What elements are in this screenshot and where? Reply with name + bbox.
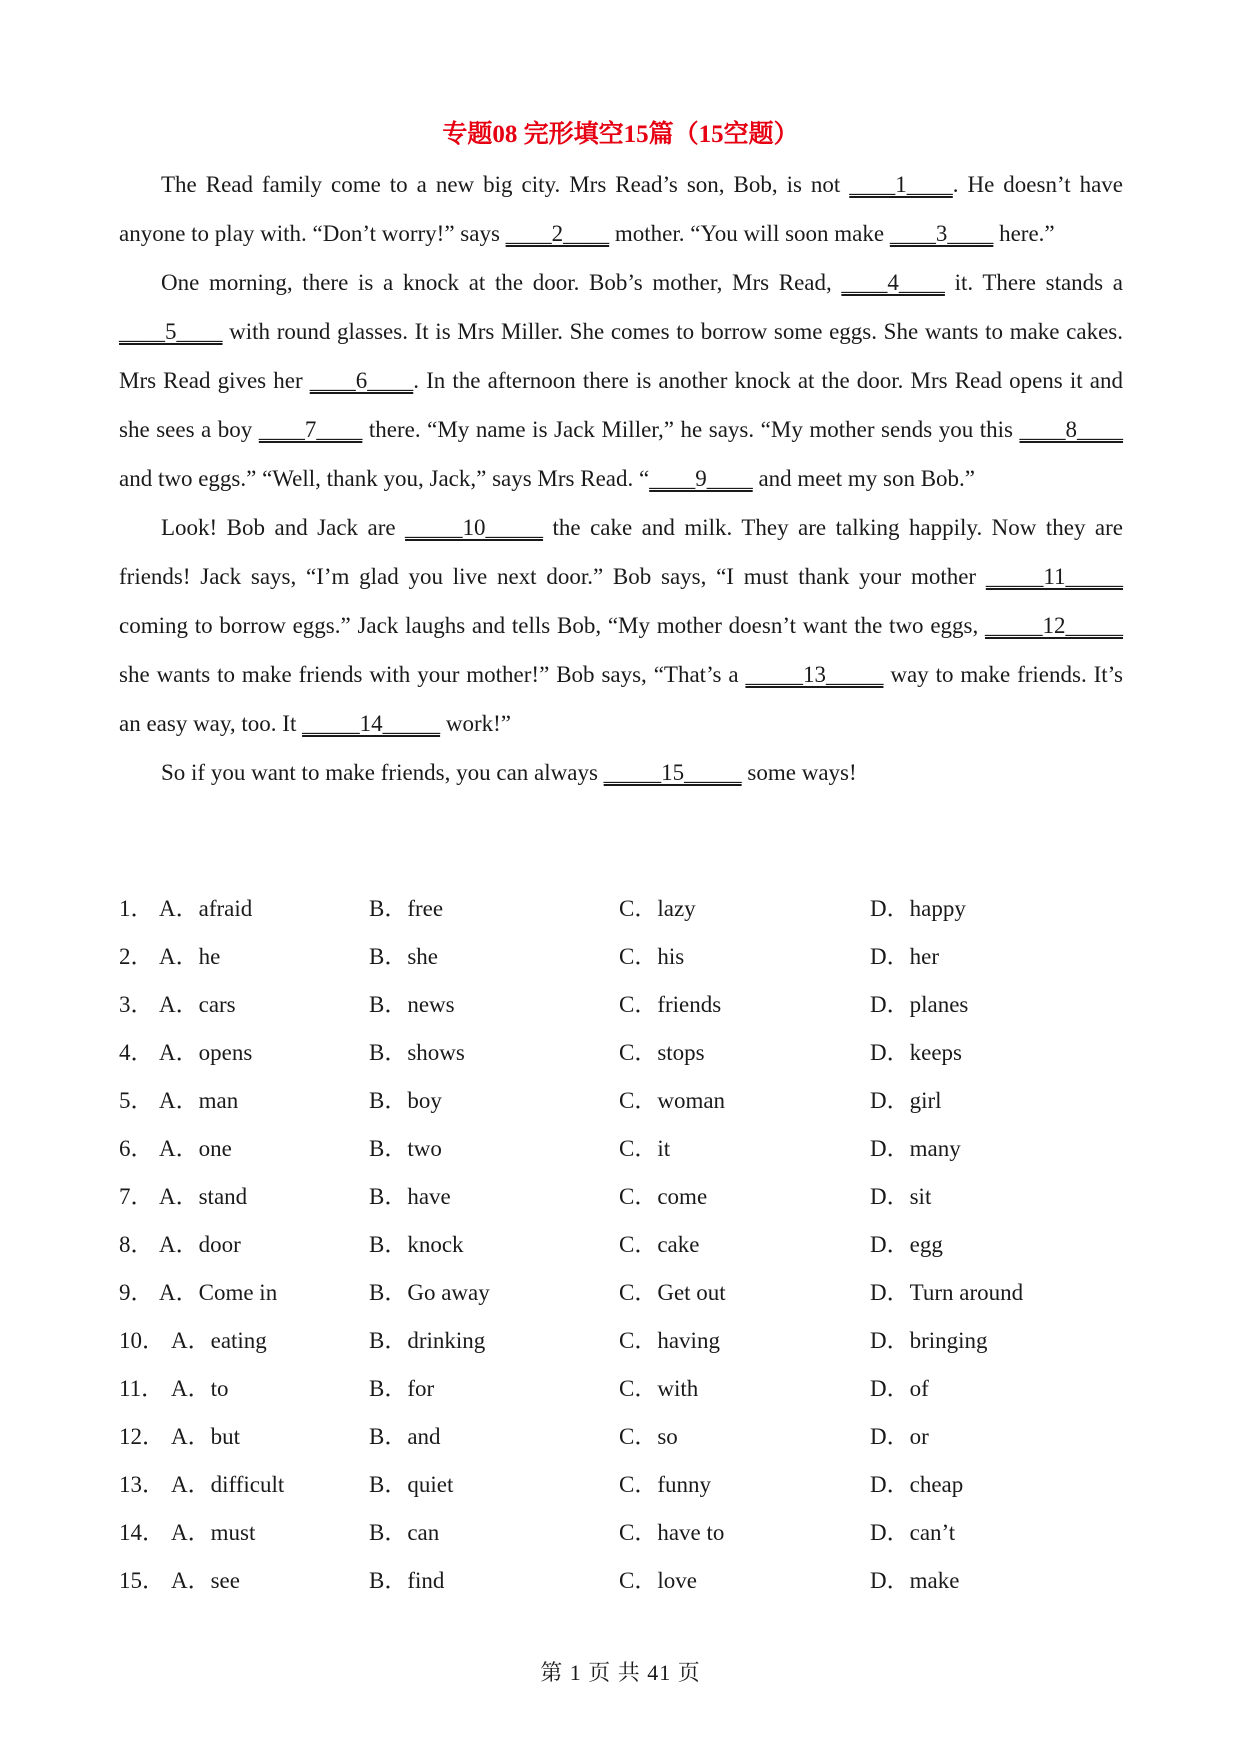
question-row [119,1365,1123,1413]
blank-3: ____3____ [889,221,994,246]
question-row [119,933,1123,981]
option-b: B．find [369,1568,445,1593]
question-row [119,1173,1123,1221]
blank-1: ____1____ [849,172,953,197]
option-d: D．can’t [870,1520,956,1545]
option-a: A．door [159,1232,241,1257]
option-c: C．Get out [619,1280,726,1305]
question-row [119,981,1123,1029]
passage-text: work!” [440,711,511,736]
option-a: A．he [159,944,221,969]
option-c: C．woman [619,1088,726,1113]
passage-text: and two eggs.” “Well, thank you, Jack,” says Mrs Read. “ [119,466,650,491]
option-c: C．his [619,944,685,969]
option-b: B．two [369,1136,442,1161]
question-number: 11． [119,1376,165,1401]
passage-text: here.” [993,221,1055,246]
blank-13: _____13_____ [745,662,884,687]
passage-text: Look! Bob and Jack are [161,515,406,540]
option-d: D．planes [870,992,969,1017]
option-a: A．see [171,1568,240,1593]
question-number: 15． [119,1568,165,1593]
option-d: D．sit [870,1184,932,1209]
option-a: A．opens [159,1040,253,1065]
option-a: A．cars [159,992,236,1017]
option-d: D．cheap [870,1472,964,1497]
blank-4: ____4____ [841,270,945,295]
passage-text: The Read family come to a new big city. Mrs Read’s son, Bob, is not [161,172,850,197]
passage-text: . He doesn’t have anyone to play with. “Don’t worry!” says [119,172,1123,246]
page-title: 专题08 完形填空15篇（15空题） [442,121,799,148]
question-row [119,1125,1123,1173]
question-number: 5． [119,1088,154,1113]
option-a: A．to [171,1376,229,1401]
option-c: C．funny [619,1472,711,1497]
passage-text: some ways! [741,760,857,785]
paragraph-4 [119,748,1123,797]
option-a: A．man [159,1088,239,1113]
blank-10: _____10_____ [405,515,544,540]
option-a: A．stand [159,1184,248,1209]
option-b: B．drinking [369,1328,486,1353]
blank-7: ____7____ [258,417,363,442]
option-d: D．bringing [870,1328,988,1353]
passage-text: the cake and milk. They are talking happily. Now they are friends! Jack says, “I’m glad you live next door.” Bob says, “I must thank your mother [119,515,1123,589]
option-d: D．happy [870,896,966,921]
option-c: C．cake [619,1232,700,1257]
question-number: 3． [119,992,154,1017]
question-number: 7． [119,1184,154,1209]
option-c: C．love [619,1568,697,1593]
option-b: B．Go away [369,1280,490,1305]
passage-text: So if you want to make friends, you can always [161,760,604,785]
page-number-footer: 第 1 页 共 41 页 [540,1660,701,1685]
blank-14: _____14_____ [302,711,441,736]
option-d: D．Turn around [870,1280,1024,1305]
option-d: D．make [870,1568,960,1593]
passage-text: coming to borrow eggs.” Jack laughs and tells Bob, “My mother doesn’t want the two eggs, [119,613,985,638]
question-row [119,1557,1123,1605]
option-d: D．keeps [870,1040,962,1065]
option-a: A．must [171,1520,256,1545]
option-a: A．eating [171,1328,267,1353]
question-row [119,885,1123,933]
option-c: C．it [619,1136,671,1161]
option-b: B．boy [369,1088,442,1113]
option-c: C．come [619,1184,708,1209]
question-number: 9． [119,1280,154,1305]
paragraph-1 [119,160,1123,258]
option-c: C．have to [619,1520,725,1545]
passage-text: she wants to make friends with your mother!” Bob says, “That’s a [119,662,746,687]
blank-12: _____12_____ [985,613,1123,638]
blank-15: _____15_____ [603,760,742,785]
option-c: C．so [619,1424,678,1449]
question-number: 1． [119,896,154,921]
cloze-passage [119,160,1123,797]
passage-text: there. “My name is Jack Miller,” he says. “My mother sends you this [362,417,1020,442]
question-row [119,1461,1123,1509]
blank-5: ____5____ [119,319,223,344]
option-a: A．one [159,1136,232,1161]
option-a: A．Come in [159,1280,278,1305]
option-d: D．or [870,1424,929,1449]
option-c: C．stops [619,1040,705,1065]
option-b: B．shows [369,1040,465,1065]
passage-text: One morning, there is a knock at the door. Bob’s mother, Mrs Read, [161,270,842,295]
passage-text: . In the afternoon there is another knock at the door. Mrs Read opens it and she sees a boy [119,368,1123,442]
question-number: 6． [119,1136,154,1161]
question-row [119,1221,1123,1269]
option-d: D．her [870,944,939,969]
option-c: C．lazy [619,896,696,921]
passage-text: with round glasses. It is Mrs Miller. She comes to borrow some eggs. She wants to make cakes. Mrs Read gives her [119,319,1123,393]
option-b: B．free [369,896,444,921]
option-d: D．of [870,1376,929,1401]
blank-8: ____8____ [1019,417,1124,442]
option-b: B．news [369,992,455,1017]
question-number: 10． [119,1328,165,1353]
option-b: B．can [369,1520,440,1545]
option-c: C．having [619,1328,720,1353]
option-b: B．have [369,1184,451,1209]
question-row [119,1413,1123,1461]
option-c: C．friends [619,992,722,1017]
option-b: B．knock [369,1232,464,1257]
question-number: 2． [119,944,154,969]
question-row [119,1029,1123,1077]
question-number: 8． [119,1232,154,1257]
question-number: 12． [119,1424,165,1449]
question-row [119,1077,1123,1125]
question-row [119,1317,1123,1365]
option-b: B．for [369,1376,435,1401]
option-a: A．but [171,1424,240,1449]
option-b: B．she [369,944,438,969]
option-a: A．difficult [171,1472,285,1497]
question-row [119,1509,1123,1557]
question-number: 13． [119,1472,165,1497]
option-d: D．girl [870,1088,942,1113]
blank-9: ____9____ [649,466,753,491]
passage-text: and meet my son Bob.” [752,466,975,491]
question-row [119,1269,1123,1317]
option-b: B．quiet [369,1472,454,1497]
option-b: B．and [369,1424,441,1449]
paragraph-3 [119,503,1123,748]
passage-text: mother. “You will soon make [609,221,890,246]
question-number: 14． [119,1520,165,1545]
answer-options [119,885,1123,1605]
blank-6: ____6____ [309,368,414,393]
option-c: C．with [619,1376,699,1401]
option-d: D．egg [870,1232,943,1257]
paragraph-2 [119,258,1123,503]
blank-2: ____2____ [505,221,610,246]
passage-text: way to make friends. It’s an easy way, too. It [119,662,1123,736]
option-a: A．afraid [159,896,253,921]
question-number: 4． [119,1040,154,1065]
passage-text: it. There stands a [944,270,1124,295]
blank-11: _____11_____ [985,564,1123,589]
option-d: D．many [870,1136,961,1161]
